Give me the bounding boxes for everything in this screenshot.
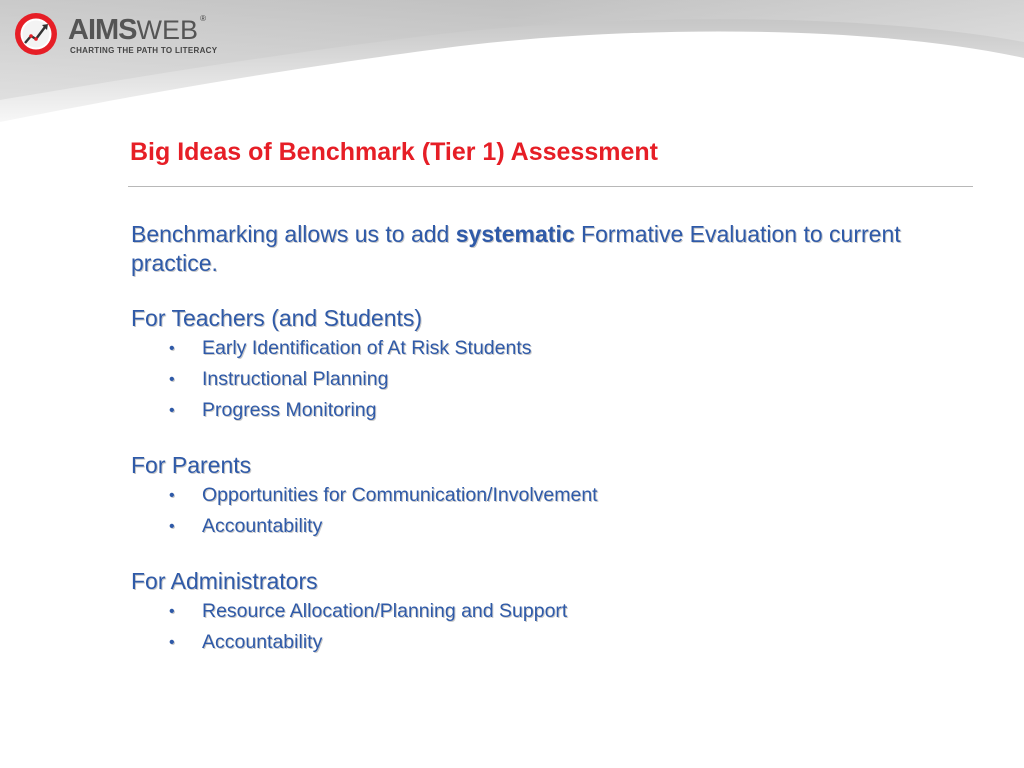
bullet-item — [131, 627, 951, 658]
bullet-text: Early Identification of At Risk Students — [202, 337, 532, 359]
section-teachers — [131, 303, 951, 426]
section-heading: For Parents — [131, 452, 252, 478]
bullet-list — [131, 596, 951, 658]
bullet-item — [131, 596, 951, 627]
bullet-text: Resource Allocation/Planning and Support — [202, 600, 568, 622]
bullet-text: Progress Monitoring — [202, 399, 377, 421]
chart-arrow-logo-icon — [14, 12, 58, 56]
registered-mark: ® — [200, 14, 207, 23]
section-heading: For Administrators — [131, 568, 318, 594]
intro-text-before: Benchmarking allows us to add — [131, 221, 456, 247]
bullet-item — [131, 480, 951, 511]
section-administrators — [131, 566, 951, 658]
logo-wordmark-bold: AIMS — [68, 14, 137, 46]
bullet-icon: • — [169, 402, 175, 419]
bullet-item — [131, 511, 951, 542]
bullet-text: Accountability — [202, 515, 323, 537]
bullet-icon: • — [169, 603, 175, 620]
bullet-text: Accountability — [202, 631, 323, 653]
bullet-item — [131, 333, 951, 364]
bullet-icon: • — [169, 518, 175, 535]
intro-emphasis: systematic — [455, 221, 575, 247]
bullet-list — [131, 333, 951, 426]
bullet-item — [131, 395, 951, 426]
bullet-icon: • — [169, 634, 175, 651]
slide-title: Big Ideas of Benchmark (Tier 1) Assessment — [130, 138, 658, 166]
intro-paragraph — [131, 220, 951, 278]
bullet-text: Opportunities for Communication/Involvement — [202, 484, 598, 506]
slide-body — [131, 220, 951, 682]
aimsweb-logo — [14, 12, 218, 56]
intro-text-after: Formative Evaluation to current practice. — [131, 221, 901, 276]
bullet-item — [131, 364, 951, 395]
section-heading: For Teachers (and Students) — [131, 305, 423, 331]
bullet-icon: • — [169, 371, 175, 388]
logo-wordmark — [68, 14, 207, 46]
bullet-icon: • — [169, 487, 175, 504]
logo-wordmark-light: WEB — [136, 15, 199, 45]
section-parents — [131, 450, 951, 542]
bullet-list — [131, 480, 951, 542]
bullet-text: Instructional Planning — [202, 368, 389, 390]
logo-tagline: CHARTING THE PATH TO LITERACY — [70, 46, 218, 55]
bullet-icon: • — [169, 340, 175, 357]
title-divider — [128, 186, 973, 187]
